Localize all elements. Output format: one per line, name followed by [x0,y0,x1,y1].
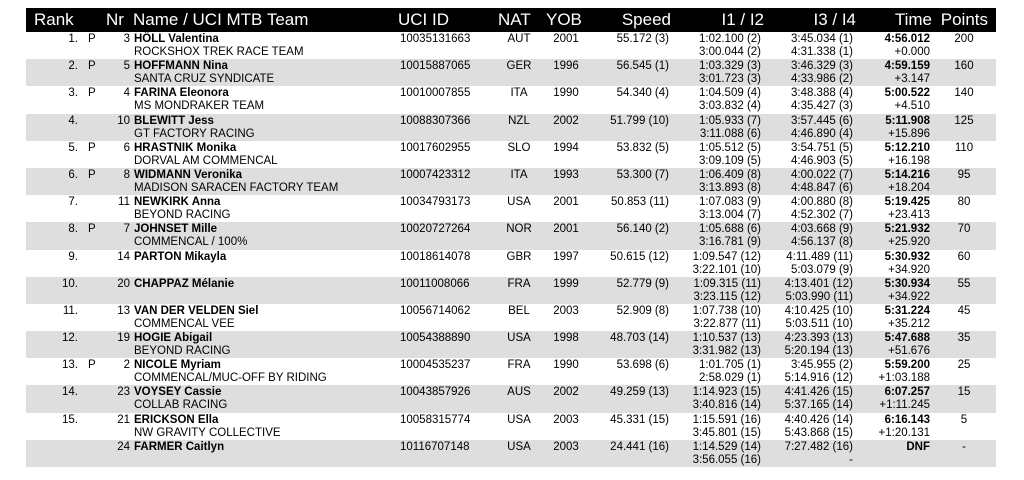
time-gap: +51.676 [888,345,930,358]
points: 45 [957,304,971,317]
points: 5 [960,413,968,426]
rank-cell: 6. [68,168,78,181]
nationality: GBR [506,250,532,263]
table-row [26,195,996,222]
speed: 50.615 (12) [610,250,669,263]
nationality: ITA [510,168,528,181]
team-name: COMMENCAL/MUC-OFF BY RIDING [134,372,327,385]
rider-name: NICOLE Myriam [134,359,221,372]
speed: 24.441 (16) [610,440,669,453]
points: 200 [954,33,974,45]
table-row [26,250,996,277]
split-i3: 4:40.426 (14) [784,413,853,426]
table-row [26,59,996,86]
split-i3: 3:45.955 (2) [790,359,853,372]
rank-cell: 15. [62,413,78,426]
table-row [26,304,996,331]
team-name: MADISON SARACEN FACTORY TEAM [134,181,339,194]
points: 80 [957,196,971,209]
finish-time: 5:00.522 [884,87,930,100]
nationality: NOR [506,223,532,236]
time-gap: +35.212 [888,317,930,330]
time-gap: +4.510 [894,100,930,113]
nationality: ITA [510,87,528,100]
time-gap: +34.922 [888,290,930,303]
split-i4: 4:33.986 (2) [790,73,853,86]
finish-time: 5:47.688 [884,332,930,345]
split-i4: 5:14.916 (12) [784,372,853,385]
split-i1: 1:07.738 (10) [692,304,761,317]
uci-id: 10007423312 [400,168,471,181]
header-uci-id: UCI ID [398,10,449,29]
rider-name: VAN DER VELDEN Siel [134,304,259,317]
year-of-birth: 2003 [553,413,579,426]
bib-number: 8 [123,168,130,181]
time-gap: +34.920 [888,263,930,276]
split-i2: 3:22.877 (11) [693,317,761,330]
uci-id: 10004535237 [400,359,471,372]
table-row [26,114,996,141]
finish-time: 5:11.908 [885,114,930,127]
speed: 56.140 (2) [616,223,669,236]
uci-id: 10116707148 [400,440,470,453]
year-of-birth: 2001 [553,223,579,236]
points: 95 [957,168,971,181]
split-i4: 5:03.511 (10) [785,317,853,330]
split-i1: 1:10.537 (13) [692,332,761,345]
split-i1: 1:02.100 (2) [698,33,761,45]
finish-time: 5:21.932 [884,223,930,236]
split-i3: 4:00.880 (8) [790,196,853,209]
points: - [962,440,966,453]
header-speed: Speed [621,10,671,29]
points: 60 [957,250,971,263]
year-of-birth: 1990 [553,87,579,100]
split-i1: 1:05.512 (5) [698,141,761,154]
split-i2: 3:13.004 (7) [698,209,761,222]
rank-cell: 3. [68,87,78,100]
rider-name: HÖLL Valentina [134,33,219,45]
split-i3: 3:57.445 (6) [790,114,853,127]
split-i2: 3:11.088 (6) [699,127,761,140]
rider-name: FARMER Caitlyn [134,440,225,453]
split-i1: 1:09.315 (11) [693,277,761,290]
split-i1: 1:05.688 (6) [698,223,761,236]
finish-time: 5:30.934 [884,277,930,290]
uci-id: 10056714062 [400,304,471,317]
team-name: COMMENCAL VEE [134,317,235,330]
time-gap: +15.896 [888,127,930,140]
split-i4: - [849,453,853,466]
split-i2: 3:16.781 (9) [698,236,761,249]
speed: 55.172 (3) [616,33,669,45]
year-of-birth: 1996 [553,60,579,73]
rank-cell: 9. [68,250,78,263]
points: 25 [957,359,971,372]
split-i1: 1:14.923 (15) [692,386,761,399]
rider-name: BLEWITT Jess [134,114,214,127]
protected-flag: P [88,141,96,154]
split-i4: 5:03.079 (9) [790,263,853,276]
split-i1: 1:01.705 (1) [698,359,761,372]
split-i2: 3:13.893 (8) [698,181,761,194]
team-name: MS MONDRAKER TEAM [134,100,265,113]
split-i2: 3:31.982 (13) [692,345,761,358]
split-i4: 4:35.427 (3) [790,100,853,113]
header-points: Points [940,10,988,29]
bib-number: 14 [117,250,130,263]
speed: 56.545 (1) [616,60,669,73]
speed: 49.259 (13) [610,386,669,399]
year-of-birth: 1993 [553,168,579,181]
bib-number: 3 [123,33,130,45]
uci-id: 10018614078 [400,250,471,263]
nationality: FRA [507,359,531,372]
year-of-birth: 2002 [553,386,579,399]
rider-name: HRASTNIK Monika [134,141,237,154]
points: 160 [954,60,974,73]
nationality: BEL [508,304,530,317]
split-i2: 3:22.101 (10) [692,263,761,276]
rank-cell: 1. [68,33,78,45]
rider-name: FARINA Eleonora [134,87,229,100]
bib-number: 20 [117,277,130,290]
time-gap: +16.198 [888,154,930,167]
bib-number: 5 [123,60,130,73]
split-i4: 5:37.165 (14) [784,399,853,412]
speed: 53.300 (7) [616,168,669,181]
uci-id: 10054388890 [400,332,471,345]
finish-time: 5:31.224 [884,304,930,317]
rider-name: JOHNSET Mille [134,223,218,236]
split-i4: 4:46.903 (5) [790,154,853,167]
table-row [26,86,996,113]
nationality: GER [506,60,532,73]
uci-id: 10015887065 [400,60,471,73]
team-name: SANTA CRUZ SYNDICATE [134,73,275,86]
time-gap: +18.204 [888,181,930,194]
split-i4: 5:03.990 (11) [785,290,853,303]
split-i1: 1:05.933 (7) [698,114,761,127]
split-i3: 4:13.401 (12) [784,277,853,290]
split-i2: 3:56.055 (16) [692,453,761,466]
points: 125 [954,114,974,127]
split-i2: 3:40.816 (14) [692,399,761,412]
split-i2: 3:03.832 (4) [698,100,761,113]
rider-name: HOGIE Abigail [134,332,213,345]
results-table [26,32,996,467]
nationality: AUS [507,386,531,399]
header-nr: Nr [106,10,124,29]
finish-time: 6:07.257 [884,386,930,399]
time-gap: +0.000 [894,46,930,58]
points: 140 [954,87,974,100]
split-i1: 1:06.409 (8) [698,168,761,181]
table-row [26,222,996,249]
header-rank: Rank [34,10,74,29]
rank-cell: 14. [62,386,78,399]
uci-id: 10010007855 [400,87,471,100]
points: 70 [957,223,971,236]
nationality: FRA [507,277,531,290]
split-i4: 4:56.137 (8) [790,236,853,249]
year-of-birth: 1998 [553,332,579,345]
rank-cell: 8. [68,223,78,236]
protected-flag: P [88,168,96,181]
time-gap: +23.413 [888,209,930,222]
protected-flag: P [88,60,96,73]
team-name: BEYOND RACING [134,345,231,358]
finish-time: 5:30.932 [884,250,930,263]
split-i1: 1:04.509 (4) [698,87,761,100]
team-name: DORVAL AM COMMENCAL [134,154,278,167]
team-name: COMMENCAL / 100% [134,236,248,249]
table-row [26,413,996,440]
rider-name: VOYSEY Cassie [134,386,222,399]
nationality: USA [507,196,531,209]
bib-number: 11 [118,196,130,209]
split-i3: 7:27.482 (16) [784,440,853,453]
uci-id: 10017602955 [400,141,471,154]
bib-number: 10 [117,114,130,127]
split-i1: 1:14.529 (14) [692,440,761,453]
header-time: Time [894,10,932,29]
bib-number: 4 [123,87,130,100]
time-gap: +25.920 [888,236,930,249]
protected-flag: P [88,359,96,372]
split-i2: 3:09.109 (5) [698,154,761,167]
year-of-birth: 1999 [553,277,579,290]
team-name: GT FACTORY RACING [134,127,255,140]
bib-number: 13 [117,304,130,317]
year-of-birth: 1990 [553,359,579,372]
uci-id: 10043857926 [400,386,471,399]
finish-time: 5:12.210 [884,141,930,154]
split-i3: 4:10.425 (10) [784,304,853,317]
year-of-birth: 2003 [553,440,579,453]
finish-time: 5:19.425 [884,196,930,209]
finish-time: 6:16.143 [884,413,930,426]
rider-name: NEWKIRK Anna [134,196,221,209]
rank-cell: 11. [62,304,78,317]
finish-time: 4:59.159 [884,60,930,73]
split-i2: 3:23.115 (12) [693,290,761,303]
rider-name: PARTON Mikayla [134,250,227,263]
speed: 52.779 (9) [616,277,669,290]
year-of-birth: 2002 [553,114,579,127]
split-i1: 1:07.083 (9) [698,196,761,209]
year-of-birth: 2001 [553,196,579,209]
rider-name: CHAPPAZ Mélanie [134,277,235,290]
finish-time: DNF [906,440,930,453]
split-i4: 5:20.194 (13) [784,345,853,358]
nationality: USA [507,332,531,345]
points: 110 [954,141,974,154]
split-i4: 4:46.890 (4) [790,127,853,140]
uci-id: 10011008066 [400,277,470,290]
protected-flag: P [88,33,96,45]
rider-name: HOFFMANN Nina [134,60,228,73]
split-i3: 3:45.034 (1) [790,33,853,45]
speed: 54.340 (4) [616,87,669,100]
rider-name: ERICKSON Ella [134,413,219,426]
points: 55 [957,277,971,290]
bib-number: 7 [123,223,130,236]
split-i1: 1:03.329 (3) [698,60,761,73]
rank-cell: 13. [62,359,78,372]
finish-time: 5:59.200 [884,359,930,372]
rank-cell: 2. [68,60,78,73]
team-name: ROCKSHOX TREK RACE TEAM [134,46,304,58]
split-i2: 2:58.029 (1) [698,372,761,385]
split-i4: 4:31.338 (1) [790,46,853,58]
split-i4: 5:43.868 (15) [784,426,853,439]
bib-number: 21 [117,413,130,426]
header-i3-i4: I3 / I4 [813,10,856,29]
table-row [26,141,996,168]
speed: 45.331 (15) [610,413,669,426]
year-of-birth: 2003 [553,304,579,317]
rank-cell: 5. [68,141,78,154]
uci-id: 10020727264 [400,223,471,236]
protected-flag: P [88,87,96,100]
rank-cell: 7. [68,196,78,209]
split-i3: 4:00.022 (7) [790,168,853,181]
uci-id: 10034793173 [400,196,471,209]
split-i1: 1:15.591 (16) [692,413,761,426]
table-row [26,32,996,59]
speed: 53.698 (6) [616,359,669,372]
results-header-bar [26,8,996,32]
split-i2: 3:45.801 (15) [692,426,761,439]
team-name: COLLAB RACING [134,399,228,412]
header-yob: YOB [546,10,582,29]
bib-number: 23 [117,386,130,399]
table-row [26,440,996,467]
rank-cell: 10. [62,277,78,290]
split-i3: 3:46.329 (3) [790,60,853,73]
rank-cell: 12. [62,332,78,345]
nationality: USA [507,440,531,453]
finish-time: 4:56.012 [884,33,930,45]
speed: 50.853 (11) [611,196,669,209]
split-i4: 4:48.847 (6) [790,181,853,194]
split-i3: 4:23.393 (13) [784,332,853,345]
table-row [26,277,996,304]
bib-number: 19 [117,332,130,345]
split-i4: 4:52.302 (7) [790,209,853,222]
uci-id: 10035131663 [400,33,471,45]
finish-time: 5:14.216 [884,168,930,181]
split-i3: 4:41.426 (15) [784,386,853,399]
split-i3: 3:54.751 (5) [790,141,853,154]
split-i2: 3:00.044 (2) [698,46,761,58]
time-gap: +1:11.245 [879,399,930,412]
time-gap: +1:03.188 [878,372,930,385]
time-gap: +3.147 [894,73,930,86]
protected-flag: P [88,223,96,236]
rider-name: WIDMANN Veronika [134,168,242,181]
year-of-birth: 1994 [553,141,579,154]
points: 15 [957,386,971,399]
points: 35 [957,332,971,345]
bib-number: 24 [117,440,130,453]
time-gap: +1:20.131 [878,426,930,439]
nationality: AUT [507,33,531,45]
split-i1: 1:09.547 (12) [692,250,761,263]
nationality: USA [507,413,531,426]
speed: 52.909 (8) [616,304,669,317]
header-nat: NAT [498,10,531,29]
uci-id: 10058315774 [400,413,471,426]
split-i3: 4:11.489 (11) [786,250,853,263]
bib-number: 6 [123,141,130,154]
header-name-team: Name / UCI MTB Team [133,10,309,29]
team-name: BEYOND RACING [134,209,231,222]
year-of-birth: 2001 [553,33,579,45]
year-of-birth: 1997 [553,250,579,263]
rank-cell: 4. [68,114,78,127]
speed: 53.832 (5) [616,141,669,154]
split-i2: 3:01.723 (3) [698,73,761,86]
speed: 48.703 (14) [610,332,669,345]
table-row [26,358,996,385]
team-name: NW GRAVITY COLLECTIVE [134,426,281,439]
nationality: SLO [507,141,531,154]
nationality: NZL [508,114,530,127]
table-row [26,331,996,358]
split-i3: 4:03.668 (9) [790,223,853,236]
table-row [26,168,996,195]
uci-id: 10088307366 [400,114,471,127]
speed: 51.799 (10) [610,114,669,127]
header-i1-i2: I1 / I2 [721,10,764,29]
table-row [26,385,996,412]
split-i3: 3:48.388 (4) [790,87,853,100]
bib-number: 2 [123,359,130,372]
